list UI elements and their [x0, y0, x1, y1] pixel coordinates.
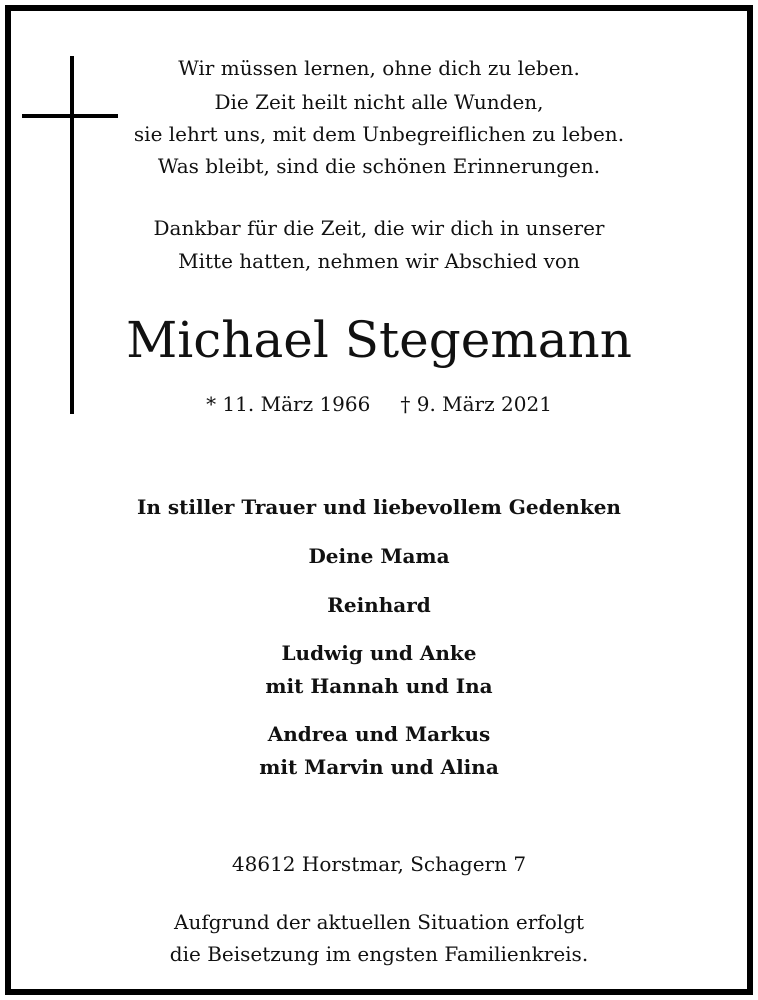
deceased-name: Michael Stegemann: [126, 311, 632, 369]
mourner-group: Andrea und Markus: [267, 722, 491, 746]
cross-horizontal-bar: [22, 114, 118, 118]
birth-date: * 11. März 1966: [206, 392, 371, 416]
mourner-group: Ludwig und Anke: [281, 641, 477, 665]
notice-line: die Beisetzung im engsten Familienkreis.: [169, 942, 589, 966]
address: 48612 Horstmar, Schagern 7: [231, 852, 527, 876]
poem-line: Wir müssen lernen, ohne dich zu leben.: [178, 56, 580, 80]
notice-line: Aufgrund der aktuellen Situation erfolgt: [174, 910, 584, 934]
mourning-line: In stiller Trauer und liebevollem Gedenken: [137, 495, 621, 519]
life-dates: [0, 392, 758, 416]
poem-line: Die Zeit heilt nicht alle Wunden,: [214, 90, 544, 114]
intro-line: Mitte hatten, nehmen wir Abschied von: [178, 249, 580, 273]
intro-line: Dankbar für die Zeit, die wir dich in unserer: [153, 216, 605, 240]
mourner-group: Reinhard: [327, 593, 431, 617]
death-date: † 9. März 2021: [400, 392, 552, 416]
poem-line: sie lehrt uns, mit dem Unbegreiflichen zu leben.: [133, 122, 625, 146]
mourner-group-sub: mit Hannah und Ina: [265, 674, 493, 698]
mourner-group: Deine Mama: [308, 544, 450, 568]
mourner-group-sub: mit Marvin und Alina: [259, 755, 499, 779]
poem-line: Was bleibt, sind die schönen Erinnerungen.: [157, 154, 601, 178]
